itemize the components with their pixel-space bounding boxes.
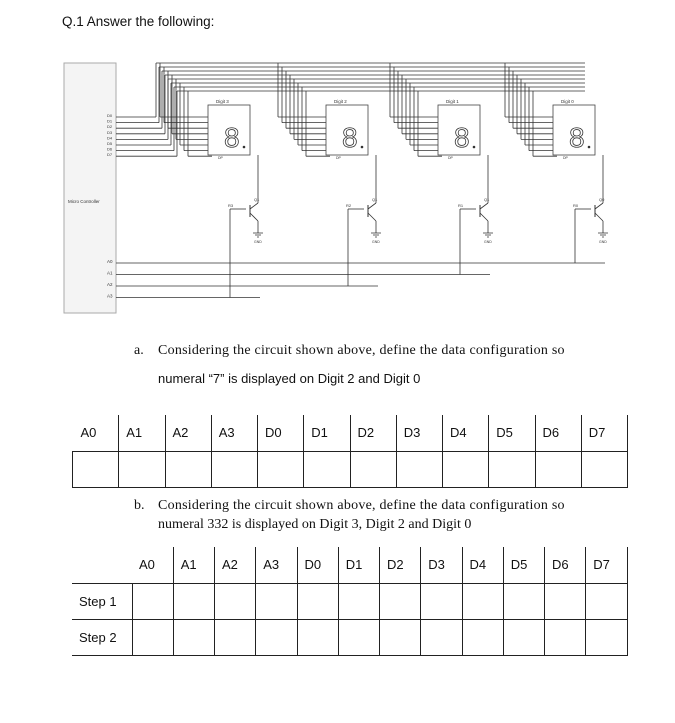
answer-cell[interactable]: [297, 619, 338, 655]
answer-cell[interactable]: [132, 619, 173, 655]
header-cell-a0: A0: [73, 415, 119, 451]
header-cell-a0: A0: [132, 547, 173, 583]
answer-cell[interactable]: [421, 619, 462, 655]
answer-cell[interactable]: [535, 451, 581, 487]
gnd-label: GND: [599, 240, 607, 244]
seven-segment-digits: [208, 99, 608, 298]
resistor-label: R3: [228, 203, 234, 208]
answer-cell[interactable]: [586, 619, 627, 655]
header-cell-a3: A3: [256, 547, 297, 583]
gnd-label: GND: [254, 240, 262, 244]
answer-cell[interactable]: [421, 583, 462, 619]
answer-cell[interactable]: [462, 583, 503, 619]
question-b-marker: b.: [134, 498, 145, 513]
seven-segment-glyph: 8: [569, 122, 585, 153]
answer-cell[interactable]: [173, 583, 214, 619]
circuit-diagram: [60, 55, 620, 320]
answer-cell[interactable]: [545, 583, 586, 619]
header-cell-d1: D1: [304, 415, 350, 451]
seven-segment-glyph: 8: [454, 122, 470, 153]
pin-label-d2: D2: [107, 124, 113, 130]
pin-label-a2: A2: [107, 282, 113, 287]
pin-label-d5: D5: [107, 141, 113, 146]
transistor-collector: [480, 203, 488, 209]
question-a-line1: Considering the circuit shown above, define the data configuration so: [158, 343, 565, 358]
decimal-point: [361, 146, 364, 149]
pin-label-d3: D3: [107, 129, 113, 135]
transistor-label: Q1: [372, 197, 378, 202]
transistor-emitter: [250, 213, 258, 221]
answer-cell[interactable]: [173, 619, 214, 655]
transistor-label: Q1: [484, 197, 490, 202]
transistor-emitter: [480, 213, 488, 221]
gnd-label: GND: [484, 240, 492, 244]
answer-cell[interactable]: [338, 583, 379, 619]
answer-cell[interactable]: [380, 583, 421, 619]
header-cell-a2: A2: [165, 415, 211, 451]
header-cell-d6: D6: [545, 547, 586, 583]
question-a-line2: numeral “7” is displayed on Digit 2 and Digit 0: [158, 371, 421, 386]
decimal-point: [473, 146, 476, 149]
header-cell-a2: A2: [215, 547, 256, 583]
answer-cell[interactable]: [443, 451, 489, 487]
transistor-emitter: [595, 213, 603, 221]
pin-label-d0: D0: [107, 113, 113, 118]
ground-symbol: [598, 233, 608, 237]
table-b: [72, 547, 628, 656]
decimal-point: [588, 146, 591, 149]
digit-2: [438, 99, 493, 275]
seven-segment-glyph: 8: [342, 122, 358, 153]
row-label-header: [72, 547, 132, 583]
digit-label: Digit 0: [561, 99, 574, 104]
digit-label: Digit 2: [334, 99, 347, 104]
header-cell-d0: D0: [258, 415, 304, 451]
pin-label-d7: D7: [107, 152, 113, 158]
digit-3: [553, 99, 608, 263]
header-cell-d6: D6: [535, 415, 581, 451]
pin-label-d4: D4: [107, 135, 113, 141]
answer-cell[interactable]: [338, 619, 379, 655]
question-b: [134, 495, 644, 545]
answer-cell[interactable]: [350, 451, 396, 487]
table-a: [72, 415, 628, 488]
digit-0: [208, 99, 263, 298]
resistor-label: R2: [346, 203, 352, 208]
ground-symbol: [253, 233, 263, 237]
header-cell-d1: D1: [338, 547, 379, 583]
question-b-line1: Considering the circuit shown above, define the data configuration so: [158, 498, 565, 513]
answer-cell[interactable]: [581, 451, 627, 487]
circuit-wires: [116, 63, 605, 298]
pin-label-d6: D6: [107, 146, 113, 152]
answer-cell[interactable]: [119, 451, 165, 487]
question-a: [134, 337, 644, 397]
answer-cell[interactable]: [211, 451, 257, 487]
header-cell-d7: D7: [581, 415, 627, 451]
header-cell-a1: A1: [173, 547, 214, 583]
dp-label: DP: [563, 156, 568, 160]
header-cell-d5: D5: [489, 415, 535, 451]
answer-cell[interactable]: [297, 583, 338, 619]
header-cell-d0: D0: [297, 547, 338, 583]
answer-cell[interactable]: [586, 583, 627, 619]
answer-cell[interactable]: [545, 619, 586, 655]
header-cell-d4: D4: [443, 415, 489, 451]
resistor-label: R0: [573, 203, 579, 208]
answer-cell[interactable]: [256, 583, 297, 619]
answer-cell[interactable]: [462, 619, 503, 655]
gnd-label: GND: [372, 240, 380, 244]
pin-label-a1: A1: [107, 270, 113, 276]
pin-label-a0: A0: [107, 259, 113, 264]
answer-cell[interactable]: [215, 619, 256, 655]
header-cell-d4: D4: [462, 547, 503, 583]
header-cell-d3: D3: [421, 547, 462, 583]
transistor-collector: [250, 203, 258, 209]
digit-1: [326, 99, 381, 286]
microcontroller-label: Micro Controller: [68, 199, 100, 204]
answer-cell[interactable]: [380, 619, 421, 655]
row-label-step-2: Step 2: [72, 619, 132, 655]
answer-cell[interactable]: [396, 451, 442, 487]
row-label-step-1: Step 1: [72, 583, 132, 619]
header-cell-d2: D2: [380, 547, 421, 583]
header-cell-a3: A3: [211, 415, 257, 451]
answer-cell[interactable]: [503, 619, 544, 655]
transistor-collector: [368, 203, 376, 209]
answer-cell[interactable]: [258, 451, 304, 487]
microcontroller-box: [64, 63, 116, 313]
ground-symbol: [371, 233, 381, 237]
header-cell-d7: D7: [586, 547, 627, 583]
pin-label-d1: D1: [107, 118, 113, 124]
answer-cell[interactable]: [132, 583, 173, 619]
ground-symbol: [483, 233, 493, 237]
digit-label: Digit 3: [216, 99, 229, 104]
dp-label: DP: [218, 156, 223, 160]
question-b-line2: numeral 332 is displayed on Digit 3, Digit 2 and Digit 0: [158, 517, 472, 532]
transistor-collector: [595, 203, 603, 209]
question-a-marker: a.: [134, 343, 144, 358]
resistor-label: R1: [458, 203, 464, 208]
seven-segment-glyph: 8: [224, 122, 240, 153]
header-cell-d2: D2: [350, 415, 396, 451]
decimal-point: [243, 146, 246, 149]
digit-label: Digit 1: [446, 99, 459, 104]
header-cell-d3: D3: [396, 415, 442, 451]
header-cell-a1: A1: [119, 415, 165, 451]
transistor-label: Q0: [599, 197, 605, 202]
transistor-emitter: [368, 213, 376, 221]
question-title: Q.1 Answer the following:: [62, 14, 215, 29]
dp-label: DP: [448, 156, 453, 160]
answer-cell[interactable]: [489, 451, 535, 487]
answer-cell[interactable]: [165, 451, 211, 487]
answer-cell[interactable]: [503, 583, 544, 619]
pin-label-a3: A3: [107, 293, 113, 299]
answer-cell[interactable]: [304, 451, 350, 487]
answer-cell[interactable]: [73, 451, 119, 487]
dp-label: DP: [336, 156, 341, 160]
transistor-label: Q1: [254, 197, 260, 202]
header-cell-d5: D5: [503, 547, 544, 583]
answer-cell[interactable]: [256, 619, 297, 655]
answer-cell[interactable]: [215, 583, 256, 619]
